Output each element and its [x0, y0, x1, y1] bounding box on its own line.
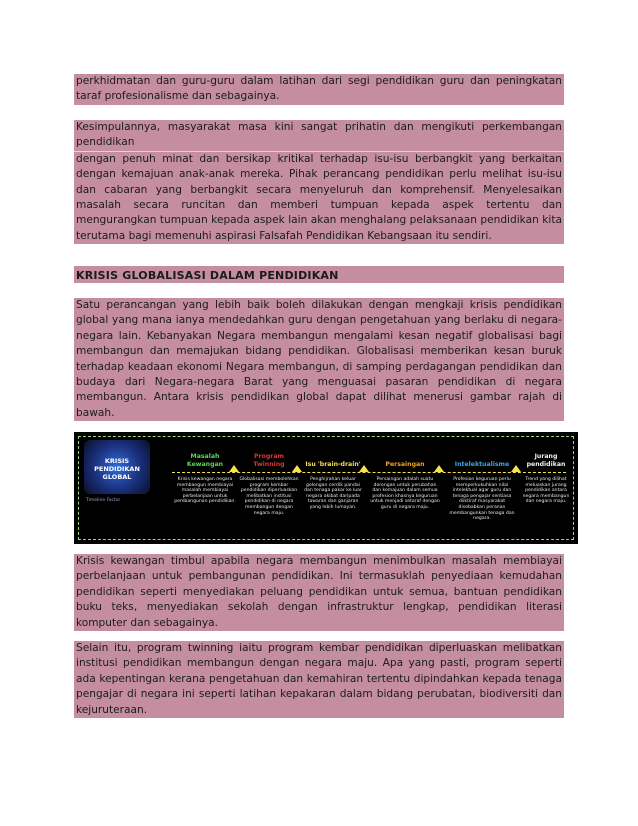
- globalisation-paragraph: Satu perancangan yang lebih baik boleh dilakukan dengan mengkaji krisis pendidikan global yang mana ianya mendedahkan guru dengan pengetahuan yang berlaku di negara-negara lain. Kebanyakan Negara membangun mengalami kesan negatif globalisasi bagi membangun dan memajukan bidang pendidikan. Globalisasi memberikan kesan buruk terhadap keadaan ekonomi Negara membangun, di samping perdagangan pendidikan dan budaya dari Negara-negara Barat yang menguasai pasaran pendidikan di negara membangun. Antara krisis pendidikan global dapat dilihat menerusi gambar rajah di bawah.: [76, 299, 562, 419]
- column-description: Profesion keguruan perlu memperkukuhkan nilai intelektual agar guru dan tenaga pengajar sentiasa diiktiraf masyarakat disebabkan peranan membangunkan tenaga dan negara.: [449, 477, 515, 522]
- twinning-block: [74, 641, 564, 718]
- diagram-column-education-gap: [520, 440, 572, 505]
- column-title: Isu 'brain-drain': [305, 460, 361, 468]
- column-description: Trend yang dilihat meluaskan jurang pendidikan antara negara membangun dan negara maju.: [522, 477, 570, 505]
- diagram-column-competition: [370, 440, 440, 511]
- global-education-crisis-diagram: [74, 432, 578, 544]
- intro-continuation-text: perkhidmatan dan guru-guru dalam latihan dari segi pendidikan guru dan peningkatan taraf profesionalisme dan sebagainya.: [76, 75, 562, 103]
- diagram-logo-caption: Timeline Factor: [86, 498, 121, 503]
- conclusion-text: dengan penuh minat dan bersikap kritikal terhadap isu-isu berbangkit yang berkaitan dengan kemajuan anak-anak mereka. Pihak perancang pendidikan perlu melihat isu-isu dan cabaran yang berbangkit secara menyeluruh dan komprehensif. Menyelesaikan masalah secara runcitan dan memberi tumpuan kepada aspek tertentu dan mengurangkan tumpuan kepada aspek lain akan menghalang pelaksanaan pendidikan kita terutama bagi memenuhi aspirasi Falsafah Pendidikan Kebangsaan itu sendiri.: [76, 152, 562, 242]
- column-description: Persaingan adalah suatu dorongan untuk perubahan dan kemajuan dalam semua profesion khasnya keguruan untuk menjadi setaraf dengan guru di negara maju.: [370, 477, 440, 510]
- heading-block: [74, 266, 564, 283]
- financial-crisis-block: [74, 554, 564, 631]
- column-title: Persaingan: [385, 460, 425, 468]
- conclusion-first-line: Kesimpulannya, masyarakat masa kini sangat prihatin dan mengikuti perkembangan pendidikan: [76, 121, 562, 149]
- diagram-column-brain-drain: [302, 440, 364, 511]
- column-title: Program Twinning: [253, 453, 285, 468]
- column-description: Penghijrahan keluar golongan cerdik pandai dan tenaga pakar ke luar negara akibat daripada tawaran dan ganjaran yang lebih lumayan.: [304, 477, 362, 510]
- diagram-logo-title: KRISIS PENDIDIKAN GLOBAL: [94, 457, 140, 481]
- globalisation-block: [74, 298, 564, 421]
- diagram-logo: [84, 440, 150, 494]
- section-heading: KRISIS GLOBALISASI DALAM PENDIDIKAN: [76, 269, 339, 282]
- diagram-column-intellectualism: [446, 440, 518, 522]
- financial-crisis-paragraph: Krisis kewangan timbul apabila negara membangun menimbulkan masalah membiayai perbelanjaan untuk pembangunan pendidikan. Ini termasuklah penyediaan kemudahan pendidikan seperti menyediakan peluang pendidikan untuk semua, bantuan pendidikan buku teks, menyediakan sekolah dengan infrastruktur lengkap, pendidikan literasi komputer dan sebagainya.: [76, 555, 562, 629]
- column-description: Globalisasi membolehkan program kembar pendidikan diperluaskan melibatkan institusi pendidikan di negara membangun dengan negara maju.: [239, 477, 299, 516]
- column-description: Krisis kewangan negara membangun membiayai masalah membiayai perbelanjaan untuk pembangunan pendidikan.: [174, 477, 236, 505]
- diagram-column-financial: [174, 440, 236, 505]
- intro-continuation-block: [74, 74, 564, 105]
- column-title: Intelektualisme: [454, 460, 510, 468]
- column-title: Masalah Kewangan: [186, 453, 224, 468]
- diagram-column-twinning: [238, 440, 300, 516]
- conclusion-block: [74, 120, 564, 244]
- column-title: Jurang pendidikan: [526, 453, 566, 468]
- twinning-paragraph: Selain itu, program twinning iaitu program kembar pendidikan diperluaskan melibatkan institusi pendidikan membangun dengan negara maju. Apa yang pasti, program seperti ada kepentingan kerana pengetahuan dan kemahiran tertentu dipindahkan kepada tenaga pengajar di negara ini seperti latihan kepakaran dalam bidang perubatan, biodiversiti dan kejuruteraan.: [76, 642, 562, 716]
